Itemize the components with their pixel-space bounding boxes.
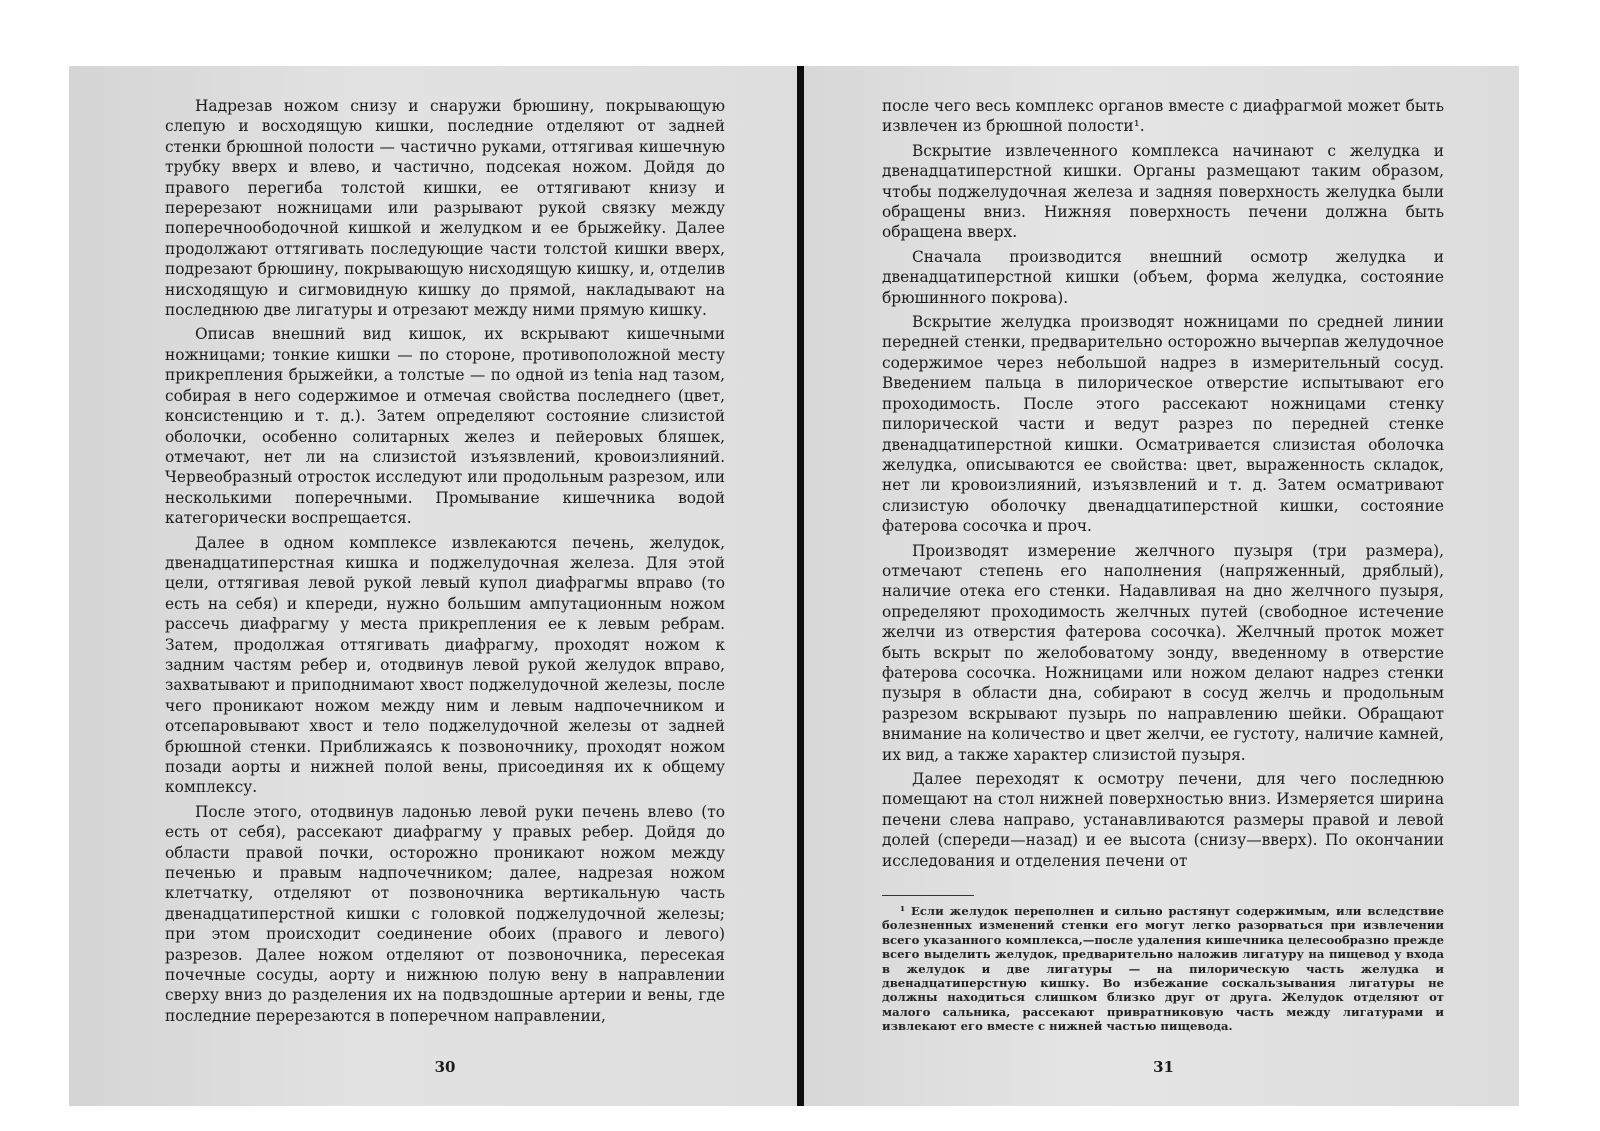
paragraph: после чего весь комплекс органов вместе с диафрагмой может быть извлечен из брюшной полости¹. (882, 97, 1444, 136)
right-page-text (882, 96, 1444, 871)
paragraph: Вскрытие желудка производят ножницами по средней линии передней стенки, предварительно осторожно вычерпав желудочное содержимое через небольшой надрез в измерительный сосуд. Введением пальца в пилорическое отверстие испытывают его проходимость. После этого рассекают ножницами стенку пилорической части и ведут разрез по передней стенке двенадцатиперстной кишки. Осматривается слизистая оболочка желудка, описываются ее свойства: цвет, выраженность складок, нет ли кровоизлияний, изъязвлений и т. д. Затем осматривают слизистую оболочку двенадцатиперстной кишки, состояние фатерова сосочка и проч. (882, 313, 1444, 536)
paragraph: Далее в одном комплексе извлекаются печень, желудок, двенадцатиперстная кишка и поджелудочная железа. Для этой цели, оттягивая левой рукой левый купол диафрагмы вправо (то есть на себя) и кпереди, нужно большим ампутационным ножом рассечь диафрагму у места прикрепления ее к левым ребрам. Затем, продолжая оттягивать диафрагму, проходят ножом к задним частям ребер и, отодвинув левой рукой желудок вправо, захватывают и приподнимают хвост поджелудочной железы, после чего проникают ножом между ним и левым надпочечником и отсепаровывают хвост и тело поджелудочной железы от задней брюшной стенки. Приближаясь к позвоночнику, проходят ножом позади аорты и нижней полой вены, присоединяя их к общему комплексу. (165, 533, 725, 797)
footnote-divider (882, 895, 974, 896)
right-page (804, 66, 1519, 1106)
paragraph: Производят измерение желчного пузыря (три размера), отмечают степень его наполнения (напряженный, дряблый), наличие отека его стенки. Надавливая на дно желчного пузыря, определяют проходимость желчных путей (свободное истечение желчи из отверстия фатерова сосочка). Желчный проток может быть вскрыт по желобоватому зонду, введенному в отверстие фатерова сосочка. Ножницами или ножом делают надрез стенки пузыря в области дна, собирают в сосуд желчь и продольным разрезом вскрывают пузырь по направлению шейки. Обращают внимание на количество и цвет желчи, ее густоту, наличие камней, их вид, а также характер слизистой пузыря. (882, 541, 1444, 764)
book-spread (69, 66, 1519, 1106)
paragraph: Сначала производится внешний осмотр желудка и двенадцатиперстной кишки (объем, форма желудка, состояние брюшинного покрова). (882, 247, 1444, 307)
left-page-text (165, 96, 725, 1026)
paragraph: Описав внешний вид кишок, их вскрывают кишечными ножницами; тонкие кишки — по стороне, противоположной месту прикрепления брыжейки, а толстые — по одной из tenia над тазом, собирая в него содержимое и отмечая свойства последнего (цвет, консистенцию и т. д.). Затем определяют состояние слизистой оболочки, особенно солитарных желез и пейеровых бляшек, отмечают, нет ли на слизистой изъязвлений, кровоизлияний. Червеобразный отросток исследуют или продольным разрезом, или несколькими поперечными. Промывание кишечника водой категорически воспрещается. (165, 325, 725, 528)
paragraph: После этого, отодвинув ладонью левой руки печень влево (то есть от себя), рассекают диафрагму у правых ребер. Дойдя до области правой почки, осторожно проникают ножом между печенью и правым надпочечником; далее, надрезая ножом клетчатку, отделяют от позвоночника вертикальную часть двенадцатиперстной кишки с головкой поджелудочной железы; при этом происходит соединение обоих (правого и левого) разрезов. Далее ножом отделяют от позвоночника, пересекая почечные сосуды, аорту и нижнюю полую вену в направлении сверху вниз до разделения их на подвздошные артерии и вены, где последние перерезаются в поперечном направлении, (165, 802, 725, 1025)
book-gutter (797, 66, 804, 1106)
footnote: ¹ Если желудок переполнен и сильно растянут содержимым, или вследствие болезненных изменений стенки его могут легко разорваться при извлечении всего указанного комплекса,—после удаления кишечника целесообразно прежде всего выделить желудок, предварительно наложив лигатуру на пищевод у входа в желудок и две лигатуры — на пилорическую часть желудка и двенадцатиперстную кишку. Во избежание соскальзывания лигатуры не должны находиться слишком близко друг от друга. Желудок отделяют от малого сальника, рассекают привратниковую часть между лигатурами и извлекают его вместе с нижней частью пищевода. (882, 904, 1444, 1034)
paragraph: Вскрытие извлеченного комплекса начинают с желудка и двенадцатиперстной кишки. Органы размещают таким образом, чтобы поджелудочная железа и задняя поверхность желудка были обращены вниз. Нижняя поверхность печени должна быть обращена вверх. (882, 141, 1444, 242)
page-number-left: 30 (434, 1058, 456, 1076)
left-page (69, 66, 797, 1106)
paragraph: Надрезав ножом снизу и снаружи брюшину, покрывающую слепую и восходящую кишки, последние отделяют от задней стенки брюшной полости — частично руками, оттягивая кишечную трубку вверх и влево, и частично, подсекая ножом. Дойдя до правого перегиба толстой кишки, ее оттягивают книзу и перерезают ножницами или разрывают рукой связку между поперечноободочной кишкой и желудком и ее брыжейку. Далее продолжают оттягивать последующие части толстой кишки вверх, подрезают брюшину, покрывающую нисходящую кишку, и, отделив нисходящую и сигмовидную кишку до прямой, накладывают на последнюю две лигатуры и отрезают между ними прямую кишку. (165, 97, 725, 320)
page-number-right: 31 (1153, 1058, 1174, 1076)
paragraph: Далее переходят к осмотру печени, для чего последнюю помещают на стол нижней поверхностью вниз. Измеряется ширина печени слева направо, устанавливаются размеры правой и левой долей (спереди—назад) и ее высота (снизу—вверх). По окончании исследования и отделения печени от (882, 770, 1444, 870)
